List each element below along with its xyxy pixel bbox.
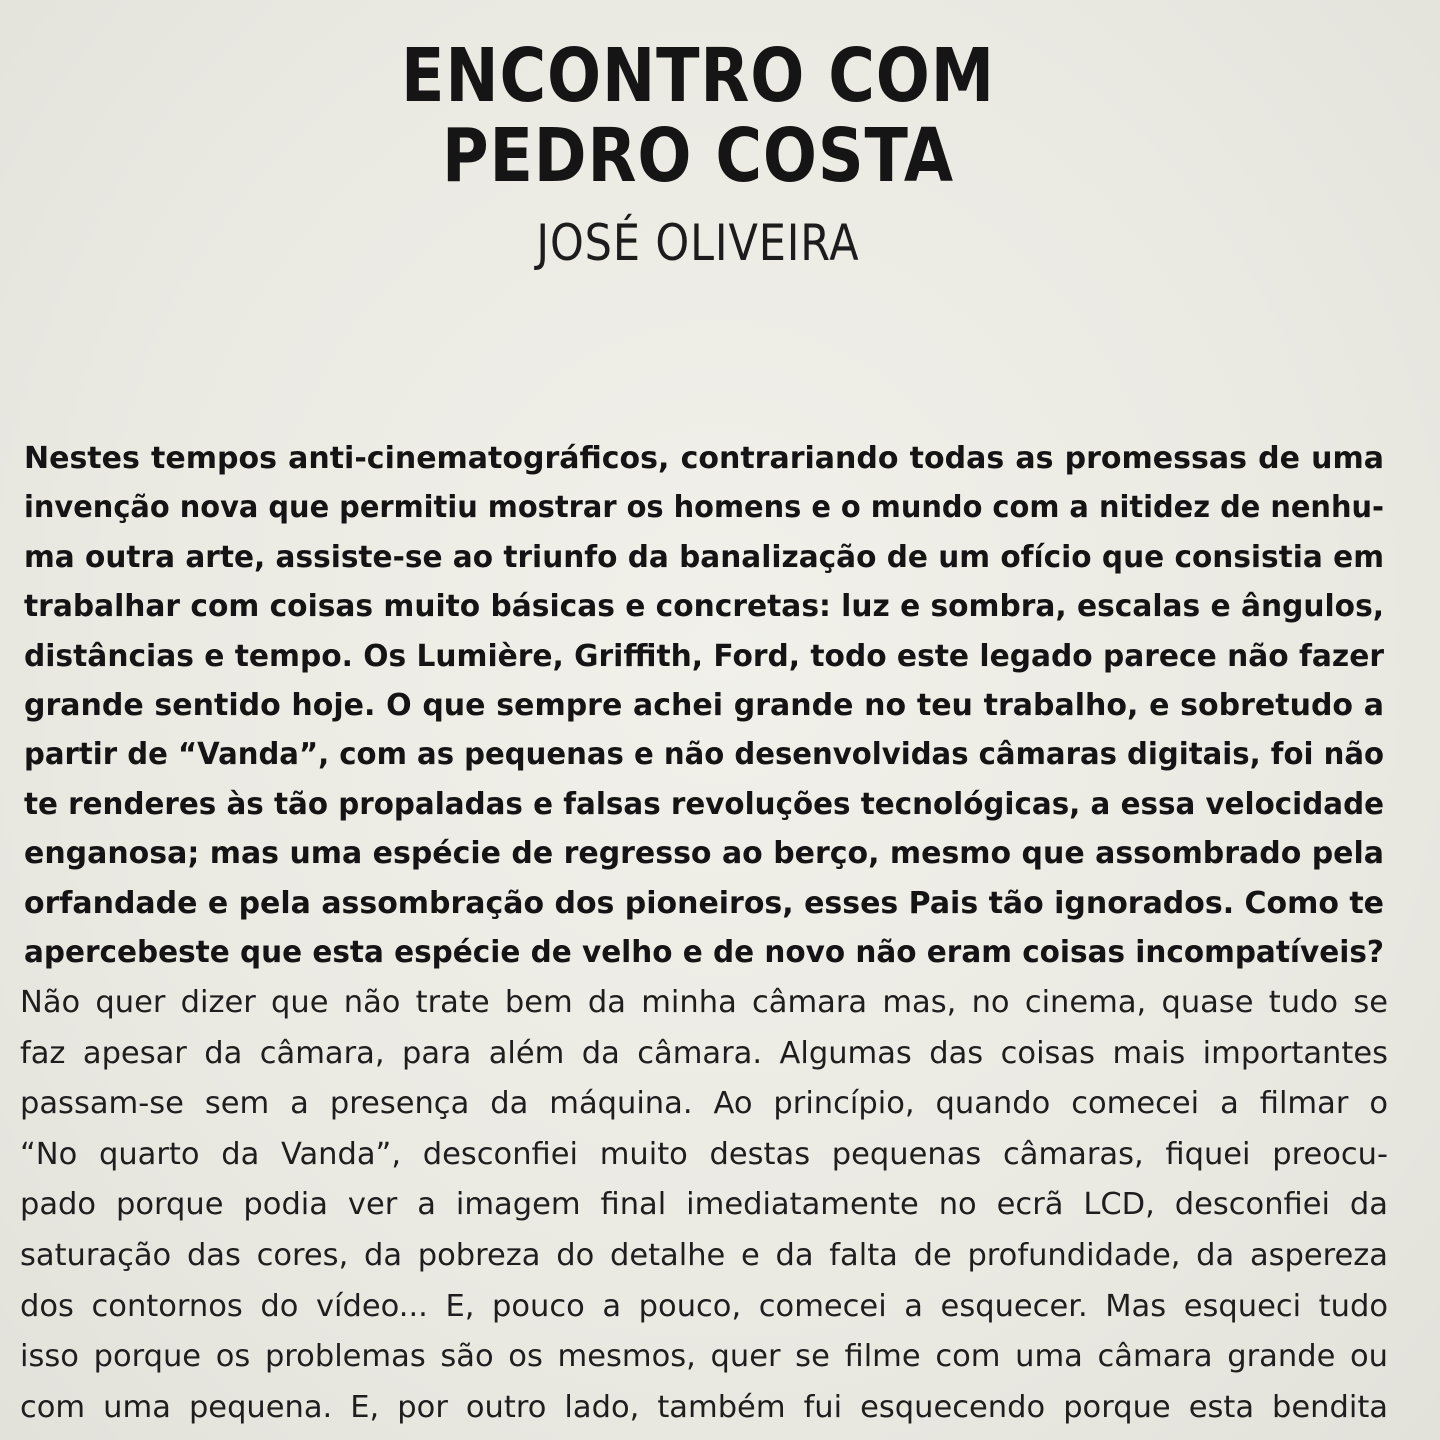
title-line-1: ENCONTRO COM (401, 33, 995, 119)
question-line: partir de “Vanda”, com as pequenas e não desenvolvidas câmaras digitais, foi não (24, 737, 1384, 773)
answer-line: passam-se sem a presença da máquina. Ao princípio, quando comecei a filmar o (20, 1086, 1388, 1122)
answer-line: “No quarto da Vanda”, desconfiei muito destas pequenas câmaras, fiquei preocu- (20, 1136, 1388, 1172)
interview-answer (20, 978, 1388, 1433)
answer-line: saturação das cores, da pobreza do detalhe e da falta de profundidade, da aspereza (20, 1237, 1388, 1273)
answer-line: faz apesar da câmara, para além da câmara. Algumas das coisas mais importantes (20, 1035, 1388, 1071)
question-line: trabalhar com coisas muito básicas e concretas: luz e sombra, escalas e ângulos, (24, 589, 1384, 625)
question-line: invenção nova que permitiu mostrar os homens e o mundo com a nitidez de nenhu- (24, 490, 1384, 526)
question-line: distâncias e tempo. Os Lumière, Griffith, Ford, todo este legado parece não fazer (24, 638, 1384, 674)
title-line-2: PEDRO COSTA (441, 113, 955, 199)
answer-line: isso porque os problemas são os mesmos, quer se filme com uma câmara grande ou (20, 1339, 1388, 1375)
answer-line: pado porque podia ver a imagem final imediatamente no ecrã LCD, desconfiei da (20, 1187, 1388, 1223)
question-line: enganosa; mas uma espécie de regresso ao berço, mesmo que assombrado pela (24, 836, 1384, 872)
answer-line: dos contornos do vídeo... E, pouco a pouco, comecei a esquecer. Mas esqueci tudo (20, 1288, 1388, 1324)
question-line: ma outra arte, assiste-se ao triunfo da banalização de um ofício que consistia em (24, 539, 1384, 575)
question-line: te renderes às tão propaladas e falsas revoluções tecnológicas, a essa velocidade (24, 786, 1384, 822)
article-author: JOSÉ OLIVEIRA (536, 214, 860, 272)
question-line: orfandade e pela assombração dos pioneiros, esses Pais tão ignorados. Como te (24, 885, 1384, 921)
interview-question (24, 434, 1384, 977)
answer-line: Não quer dizer que não trate bem da minha câmara mas, no cinema, quase tudo se (20, 985, 1388, 1020)
question-line: Nestes tempos anti-cinematográficos, contrariando todas as promessas de uma (24, 441, 1384, 476)
question-line: grande sentido hoje. O que sempre achei grande no teu trabalho, e sobretudo a (24, 688, 1384, 724)
question-line: apercebeste que esta espécie de velho e de novo não eram coisas incompatíveis? (24, 935, 1384, 971)
article-title (98, 33, 1299, 199)
answer-line: com uma pequena. E, por outro lado, também fui esquecendo porque esta bendita (20, 1389, 1388, 1425)
